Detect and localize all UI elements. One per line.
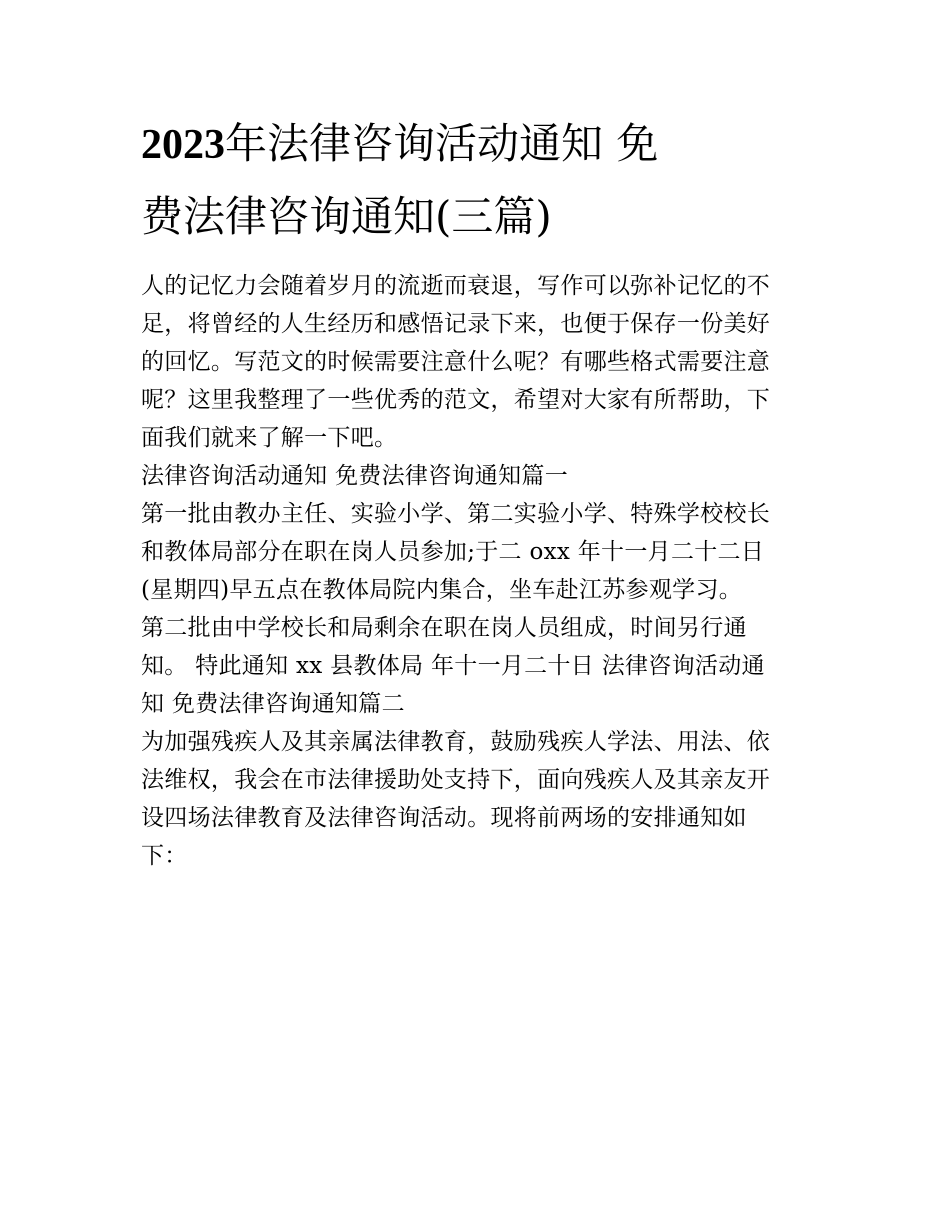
text-line: 第二批由中学校长和局剩余在职在岗人员组成，时间另行通 [141,615,747,641]
document-page [141,108,813,875]
text-line: 法律咨询活动通知 免费法律咨询通知篇一 [141,463,569,489]
text-line: (星期四)早五点在教体局院内集合，坐车赴江苏参观学习。 [141,577,743,603]
text-line: 第一批由教办主任、实验小学、第二实验小学、特殊学校校长 [141,501,771,527]
title-line-2: 费法律咨询通知(三篇) [141,192,552,241]
section-heading-1 [141,457,813,495]
text-line: 为加强残疾人及其亲属法律教育，鼓励残疾人学法、用法、依 [141,729,771,755]
text-line: 和教体局部分在职在岗人员参加;于二 oxx 年十一月二十二日 [141,539,765,565]
paragraph-second-batch [141,609,813,723]
title-year: 2023 [141,122,225,168]
text-line: 下： [141,843,188,869]
document-title [141,108,813,253]
text-line: 呢？这里我整理了一些优秀的范文，希望对大家有所帮助，下 [141,387,771,413]
text-line: 面我们就来了解一下吧。 [141,425,398,451]
text-line: 人的记忆力会随着岁月的流逝而衰退，写作可以弥补记忆的不 [141,273,771,299]
paragraph-first-batch [141,495,813,609]
text-line: 知 免费法律咨询通知篇二 [141,691,405,717]
text-line: 足，将曾经的人生经历和感悟记录下来，也便于保存一份美好 [141,311,771,337]
intro-paragraph [141,267,813,457]
text-line: 法维权，我会在市法律援助处支持下，面向残疾人及其亲友开 [141,767,771,793]
text-line: 设四场法律教育及法律咨询活动。现将前两场的安排通知如 [141,805,747,831]
title-line-1 [141,108,813,181]
title-line-1-text: 年法律咨询活动通知 免 [225,119,659,168]
paragraph-disabled-legal-education [141,723,813,875]
text-line: 知。 特此通知 xx 县教体局 年十一月二十日 法律咨询活动通 [141,653,765,679]
text-line: 的回忆。写范文的时候需要注意什么呢？有哪些格式需要注意 [141,349,771,375]
